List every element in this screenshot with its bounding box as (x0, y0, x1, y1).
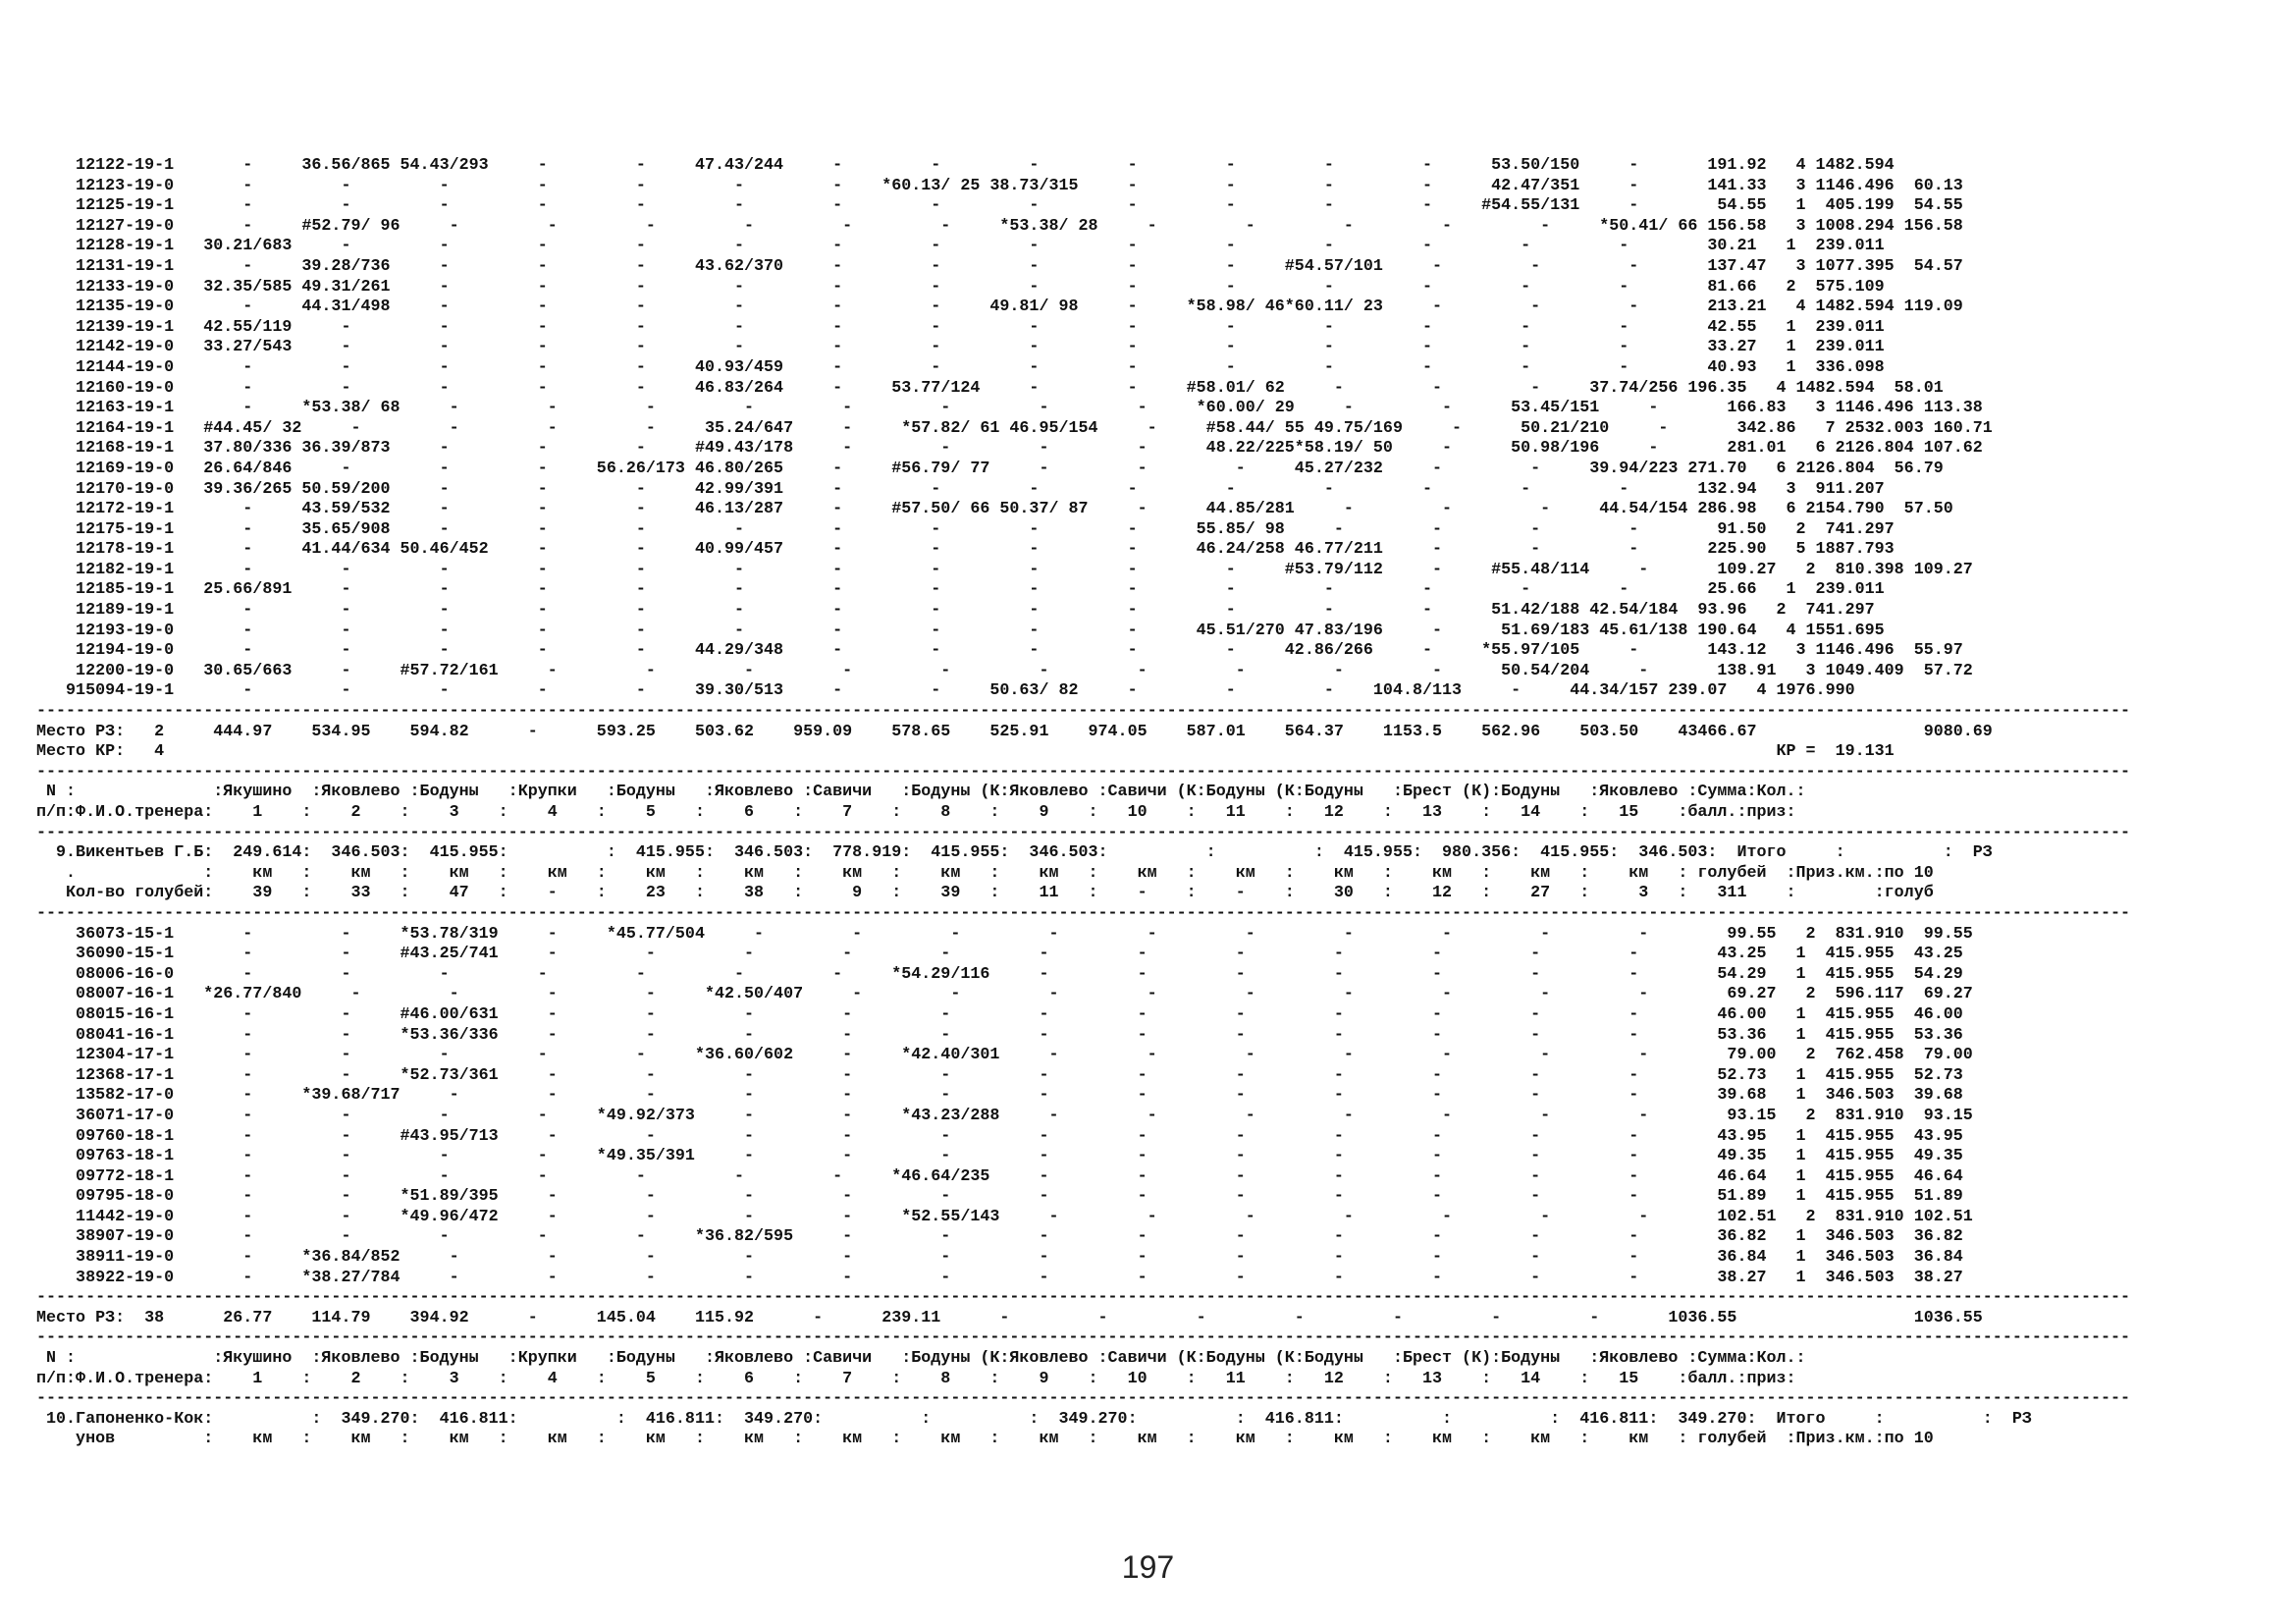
report-line: 36071-17-0 - - - - *49.92/373 - - *43.23/288 - - - - - - - 93.15 2 831.910 93.15 (36, 1106, 1973, 1125)
report-line: 12185-19-1 25.66/891 - - - - - - - - - - - - - - 25.66 1 239.011 (36, 580, 1885, 600)
report-line: 12194-19-0 - - - - - 44.29/348 - - - - - 42.86/266 - *55.97/105 - 143.12 3 1146.496 55.97 (36, 641, 1963, 661)
report-line: 08041-16-1 - - *53.36/336 - - - - - - - - - - - - 53.36 1 415.955 53.36 (36, 1025, 1963, 1045)
report-line: 12169-19-0 26.64/846 - - - 56.26/173 46.80/265 - #56.79/ 77 - - - 45.27/232 - - 39.94/223 271.70 6 2126.804 56.79 (36, 459, 1944, 478)
report-line: Место КР: 4 КР = 19.131 (36, 742, 1895, 762)
report-line: унов : км : км : км : км : км : км : км : км : км : км : км : км : км : км : км : голубей :Приз.км.:по 10 (36, 1430, 1934, 1449)
report-line: 915094-19-1 - - - - - 39.30/513 - - 50.63/ 82 - - - 104.8/113 - 44.34/157 239.07 4 1976.990 (36, 681, 1855, 701)
report-line: 12125-19-1 - - - - - - - - - - - - - #54.55/131 - 54.55 1 405.199 54.55 (36, 196, 1963, 216)
separator-line: --------------------------------------------------------------------------------------------------------------------------------------------------------------------------------------------------------------------- (36, 1288, 2131, 1308)
report-line: 09795-18-0 - - *51.89/395 - - - - - - - - - - - - 51.89 1 415.955 51.89 (36, 1187, 1963, 1207)
page-number: 197 (1121, 1549, 1175, 1585)
report-line: 12182-19-1 - - - - - - - - - - - #53.79/112 - #55.48/114 - 109.27 2 810.398 109.27 (36, 560, 1973, 579)
report-line: 12160-19-0 - - - - - 46.83/264 - 53.77/124 - - #58.01/ 62 - - - 37.74/256 196.35 4 1482.594 58.01 (36, 378, 1944, 398)
report-line: 09763-18-1 - - - - *49.35/391 - - - - - - - - - - 49.35 1 415.955 49.35 (36, 1147, 1963, 1166)
report-line: . : км : км : км : км : км : км : км : км : км : км : км : км : км : км : км : голубей :Приз.км.:по 10 (36, 863, 1934, 883)
report-line: 12131-19-1 - 39.28/736 - - - 43.62/370 - - - - - #54.57/101 - - - 137.47 3 1077.395 54.57 (36, 256, 1963, 276)
separator-line: --------------------------------------------------------------------------------------------------------------------------------------------------------------------------------------------------------------------- (36, 762, 2131, 782)
report-line: 09760-18-1 - - #43.95/713 - - - - - - - - - - - - 43.95 1 415.955 43.95 (36, 1126, 1963, 1146)
report-line: 12123-19-0 - - - - - - - *60.13/ 25 38.73/315 - - - - 42.47/351 - 141.33 3 1146.496 60.13 (36, 176, 1963, 195)
report-line: 38911-19-0 - *36.84/852 - - - - - - - - - - - - - 36.84 1 346.503 36.84 (36, 1248, 1963, 1268)
results-printout (36, 156, 2131, 1450)
report-line: 38907-19-0 - - - - - *36.82/595 - - - - - - - - - 36.82 1 346.503 36.82 (36, 1227, 1963, 1247)
report-line: 12170-19-0 39.36/265 50.59/200 - - - 42.99/391 - - - - - - - - - 132.94 3 911.207 (36, 479, 1885, 499)
report-line: 10.Гапоненко-Кок: : 349.270: 416.811: : 416.811: 349.270: : : 349.270: : 416.811: : : 416.811: 349.270: Итого : : РЗ (36, 1409, 2032, 1429)
separator-line: --------------------------------------------------------------------------------------------------------------------------------------------------------------------------------------------------------------------- (36, 903, 2131, 923)
report-line: 12133-19-0 32.35/585 49.31/261 - - - - - - - - - - - - - 81.66 2 575.109 (36, 277, 1885, 297)
report-line: п/п:Ф.И.О.тренера: 1 : 2 : 3 : 4 : 5 : 6 : 7 : 8 : 9 : 10 : 11 : 12 : 13 : 14 : 15 :балл.:приз: (36, 1369, 1796, 1388)
report-line: 12200-19-0 30.65/663 - #57.72/161 - - - - - - - - - - 50.54/204 - 138.91 3 1049.409 57.72 (36, 661, 1973, 680)
report-line: 36090-15-1 - - #43.25/741 - - - - - - - - - - - - 43.25 1 415.955 43.25 (36, 945, 1963, 964)
separator-line: --------------------------------------------------------------------------------------------------------------------------------------------------------------------------------------------------------------------- (36, 823, 2131, 842)
report-line: 11442-19-0 - - *49.96/472 - - - - *52.55/143 - - - - - - - 102.51 2 831.910 102.51 (36, 1207, 1973, 1226)
report-line: 13582-17-0 - *39.68/717 - - - - - - - - - - - - - 39.68 1 346.503 39.68 (36, 1086, 1963, 1106)
report-line: 12172-19-1 - 43.59/532 - - - 46.13/287 - #57.50/ 66 50.37/ 87 - 44.85/281 - - - 44.54/154 286.98 6 2154.790 57.50 (36, 500, 1953, 519)
results-table-text (36, 156, 2131, 1450)
report-line: 12127-19-0 - #52.79/ 96 - - - - - - *53.38/ 28 - - - - - *50.41/ 66 156.58 3 1008.294 156.58 (36, 216, 1963, 236)
report-line: 08007-16-1 *26.77/840 - - - - *42.50/407 - - - - - - - - - 69.27 2 596.117 69.27 (36, 985, 1973, 1004)
report-line: Место РЗ: 2 444.97 534.95 594.82 - 593.25 503.62 959.09 578.65 525.91 974.05 587.01 564.37 1153.5 562.96 503.50 43466.67 9080.69 (36, 722, 1993, 741)
report-line: 12368-17-1 - - *52.73/361 - - - - - - - - - - - - 52.73 1 415.955 52.73 (36, 1065, 1963, 1085)
report-line: 12189-19-1 - - - - - - - - - - - - - 51.42/188 42.54/184 93.96 2 741.297 (36, 601, 1875, 621)
report-line: 12142-19-0 33.27/543 - - - - - - - - - - - - - - 33.27 1 239.011 (36, 338, 1885, 357)
report-line: 12135-19-0 - 44.31/498 - - - - - - 49.81/ 98 - *58.98/ 46*60.11/ 23 - - - 213.21 4 1482.594 119.09 (36, 298, 1963, 317)
report-line: 12128-19-1 30.21/683 - - - - - - - - - - - - - - 30.21 1 239.011 (36, 237, 1885, 256)
report-line: 12178-19-1 - 41.44/634 50.46/452 - - 40.99/457 - - - - 46.24/258 46.77/211 - - - 225.90 5 1887.793 (36, 540, 1895, 560)
separator-line: --------------------------------------------------------------------------------------------------------------------------------------------------------------------------------------------------------------------- (36, 1328, 2131, 1348)
report-line: 12175-19-1 - 35.65/908 - - - - - - - - 55.85/ 98 - - - - 91.50 2 741.297 (36, 519, 1895, 539)
report-line: N : :Якушино :Яковлево :Бодуны :Крупки :Бодуны :Яковлево :Савичи :Бодуны (К:Яковлево :Савичи (К:Бодуны (К:Бодуны :Брест (К):Бодуны :Яковлево :Сумма:Кол.: (36, 1349, 1806, 1369)
report-line: 12122-19-1 - 36.56/865 54.43/293 - - 47.43/244 - - - - - - - 53.50/150 - 191.92 4 1482.594 (36, 156, 1895, 175)
report-line: 12304-17-1 - - - - - *36.60/602 - *42.40/301 - - - - - - - 79.00 2 762.458 79.00 (36, 1046, 1973, 1065)
report-line: 12168-19-1 37.80/336 36.39/873 - - - #49.43/178 - - - - 48.22/225*58.19/ 50 - 50.98/196 - 281.01 6 2126.804 107.62 (36, 439, 1983, 459)
report-line: Место РЗ: 38 26.77 114.79 394.92 - 145.04 115.92 - 239.11 - - - - - - - 1036.55 1036.55 (36, 1308, 1983, 1327)
report-line: 08015-16-1 - - #46.00/631 - - - - - - - - - - - - 46.00 1 415.955 46.00 (36, 1004, 1963, 1024)
report-line: 12164-19-1 #44.45/ 32 - - - - 35.24/647 - *57.82/ 61 46.95/154 - #58.44/ 55 49.75/169 - 50.21/210 - 342.86 7 2532.003 160.71 (36, 418, 1993, 438)
report-line: Кол-во голубей: 39 : 33 : 47 : - : 23 : 38 : 9 : 39 : 11 : - : - : 30 : 12 : 27 : 3 : 311 : :голуб (36, 884, 1934, 903)
report-line: 12163-19-1 - *53.38/ 68 - - - - - - - - *60.00/ 29 - - 53.45/151 - 166.83 3 1146.496 113.38 (36, 399, 1983, 418)
report-line: 09772-18-1 - - - - - - - *46.64/235 - - - - - - - 46.64 1 415.955 46.64 (36, 1166, 1963, 1186)
report-line: 08006-16-0 - - - - - - - *54.29/116 - - - - - - - 54.29 1 415.955 54.29 (36, 964, 1963, 984)
report-line: 36073-15-1 - - *53.78/319 - *45.77/504 - - - - - - - - - - 99.55 2 831.910 99.55 (36, 924, 1973, 944)
report-line: 12139-19-1 42.55/119 - - - - - - - - - - - - - - 42.55 1 239.011 (36, 317, 1885, 337)
separator-line: --------------------------------------------------------------------------------------------------------------------------------------------------------------------------------------------------------------------- (36, 702, 2131, 722)
report-line: 12193-19-0 - - - - - - - - - - 45.51/270 47.83/196 - 51.69/183 45.61/138 190.64 4 1551.695 (36, 621, 1885, 640)
report-line: 9.Викентьев Г.Б: 249.614: 346.503: 415.955: : 415.955: 346.503: 778.919: 415.955: 346.503: : : 415.955: 980.356: 415.955: 346.503: Итого : : РЗ (36, 843, 1993, 863)
report-line: п/п:Ф.И.О.тренера: 1 : 2 : 3 : 4 : 5 : 6 : 7 : 8 : 9 : 10 : 11 : 12 : 13 : 14 : 15 :балл.:приз: (36, 803, 1796, 822)
separator-line: --------------------------------------------------------------------------------------------------------------------------------------------------------------------------------------------------------------------- (36, 1389, 2131, 1409)
report-line: N : :Якушино :Яковлево :Бодуны :Крупки :Бодуны :Яковлево :Савичи :Бодуны (К:Яковлево :Савичи (К:Бодуны (К:Бодуны :Брест (К):Бодуны :Яковлево :Сумма:Кол.: (36, 783, 1806, 802)
report-line: 38922-19-0 - *38.27/784 - - - - - - - - - - - - - 38.27 1 346.503 38.27 (36, 1268, 1963, 1287)
report-line: 12144-19-0 - - - - - 40.93/459 - - - - - - - - - 40.93 1 336.098 (36, 357, 1885, 377)
